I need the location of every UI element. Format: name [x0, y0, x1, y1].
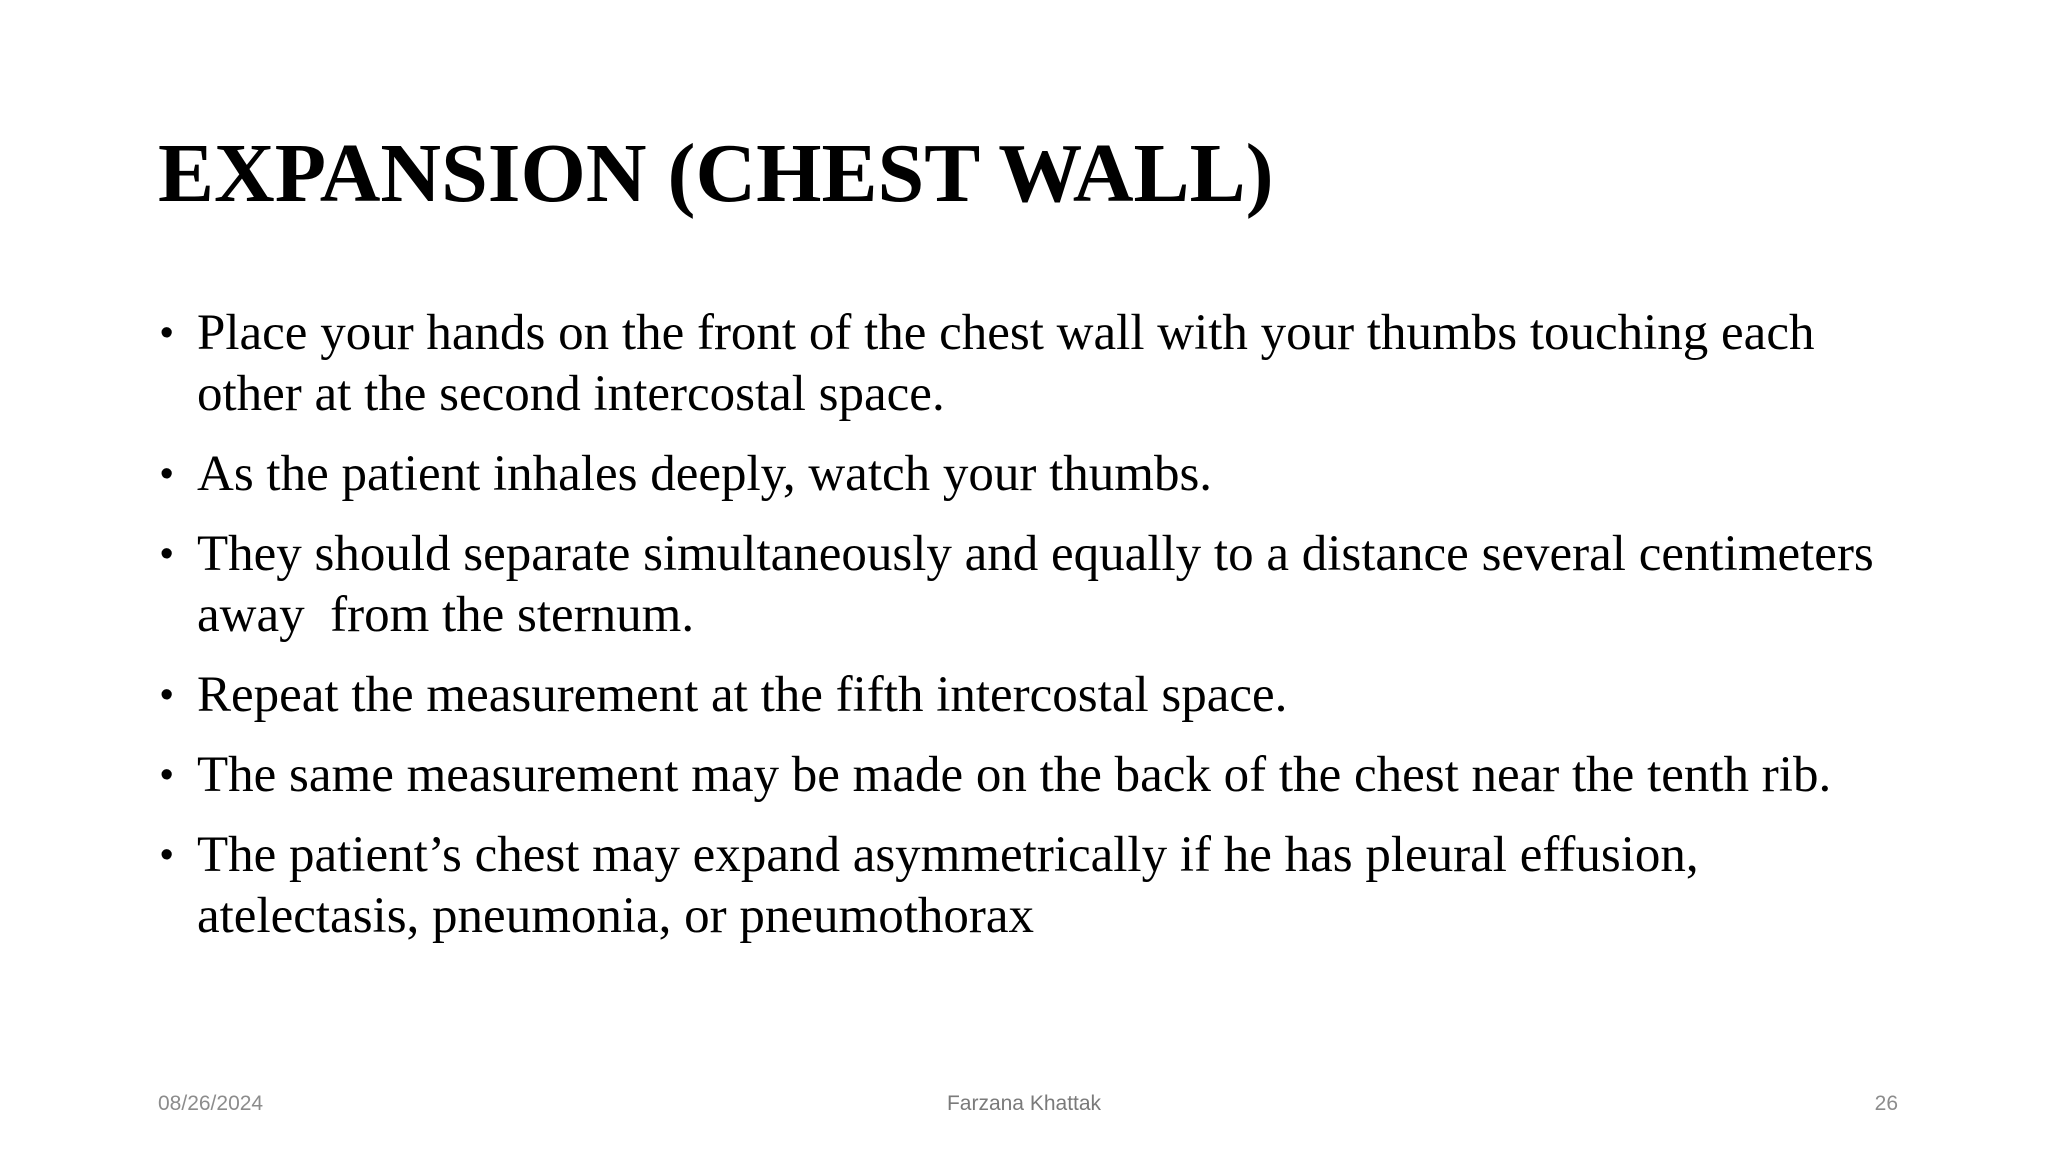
bullet-text: Repeat the measurement at the fifth intercostal space. [197, 667, 1288, 723]
bullet-marker: • [160, 533, 174, 575]
bullet-text: The patient’s chest may expand asymmetrically if he has pleural effusion, atelectasis, pneumonia, or pneumothorax [197, 827, 1699, 944]
bullet-item [158, 825, 1918, 947]
bullet-item [158, 444, 1918, 505]
bullet-text: As the patient inhales deeply, watch your thumbs. [197, 446, 1213, 502]
bullet-list [158, 303, 1918, 966]
bullet-marker: • [160, 674, 174, 716]
bullet-item [158, 524, 1918, 646]
footer-author: Farzana Khattak [946, 1092, 1102, 1115]
bullet-marker: • [160, 312, 174, 354]
bullet-item [158, 745, 1918, 806]
bullet-marker: • [160, 754, 174, 796]
bullet-marker: • [160, 453, 174, 495]
bullet-item [158, 303, 1918, 425]
bullet-marker: • [160, 834, 174, 876]
footer-page-number: 26 [1874, 1092, 1898, 1115]
bullet-text: Place your hands on the front of the chest wall with your thumbs touching each other at the second intercostal space. [197, 305, 1815, 422]
footer-date: 08/26/2024 [158, 1092, 264, 1115]
bullet-item [158, 665, 1918, 726]
slide-title: EXPANSION (CHEST WALL) [158, 127, 1274, 220]
bullet-text: They should separate simultaneously and equally to a distance several centimeters away from the sternum. [197, 526, 1887, 643]
bullet-text: The same measurement may be made on the back of the chest near the tenth rib. [197, 747, 1832, 803]
